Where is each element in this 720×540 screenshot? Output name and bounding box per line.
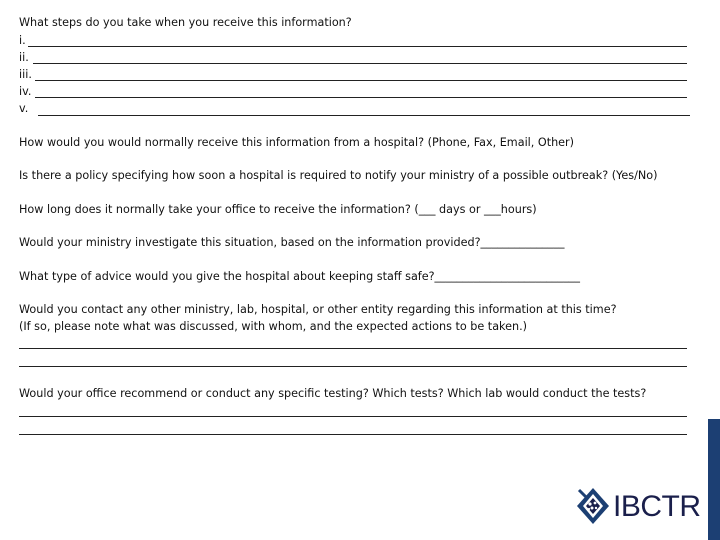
question-receive-method: How would you would normally receive this information from a hospital? (Phone, Fax, Email, Other) <box>19 136 575 149</box>
answer-line-contact-2[interactable] <box>19 366 687 367</box>
logo-mark-icon <box>575 486 611 526</box>
answer-line-iv[interactable] <box>35 97 687 98</box>
enum-label-iii: iii. <box>19 68 32 81</box>
answer-line-testing-1[interactable] <box>19 416 687 417</box>
answer-line-iii[interactable] <box>35 80 687 81</box>
enum-label-v: v. <box>19 102 29 115</box>
question-advice: What type of advice would you give the hospital about keeping staff safe?__________________________ <box>19 270 580 283</box>
answer-line-testing-2[interactable] <box>19 434 687 435</box>
question-investigate: Would your ministry investigate this situation, based on the information provided?_______________ <box>19 236 565 249</box>
ibctr-logo <box>575 486 701 526</box>
answer-line-i[interactable] <box>28 46 687 47</box>
question-testing: Would your office recommend or conduct any specific testing? Which tests? Which lab would conduct the tests? <box>19 387 647 400</box>
answer-line-ii[interactable] <box>33 63 687 64</box>
enum-label-iv: iv. <box>19 85 32 98</box>
answer-line-v[interactable] <box>38 115 690 116</box>
accent-bar <box>708 419 720 540</box>
enum-label-i: i. <box>19 34 26 47</box>
question-steps: What steps do you take when you receive this information? <box>19 16 352 29</box>
answer-line-contact-1[interactable] <box>19 348 687 349</box>
question-contact-note: (If so, please note what was discussed, with whom, and the expected actions to be taken.) <box>19 320 528 333</box>
question-timing: How long does it normally take your office to receive the information? (___ days or ___hours) <box>19 203 537 216</box>
question-contact: Would you contact any other ministry, lab, hospital, or other entity regarding this information at this time? <box>19 303 617 316</box>
logo-text: IBCTR <box>613 490 701 523</box>
enum-label-ii: ii. <box>19 51 29 64</box>
question-policy: Is there a policy specifying how soon a hospital is required to notify your ministry of a possible outbreak? (Yes/No) <box>19 169 658 182</box>
